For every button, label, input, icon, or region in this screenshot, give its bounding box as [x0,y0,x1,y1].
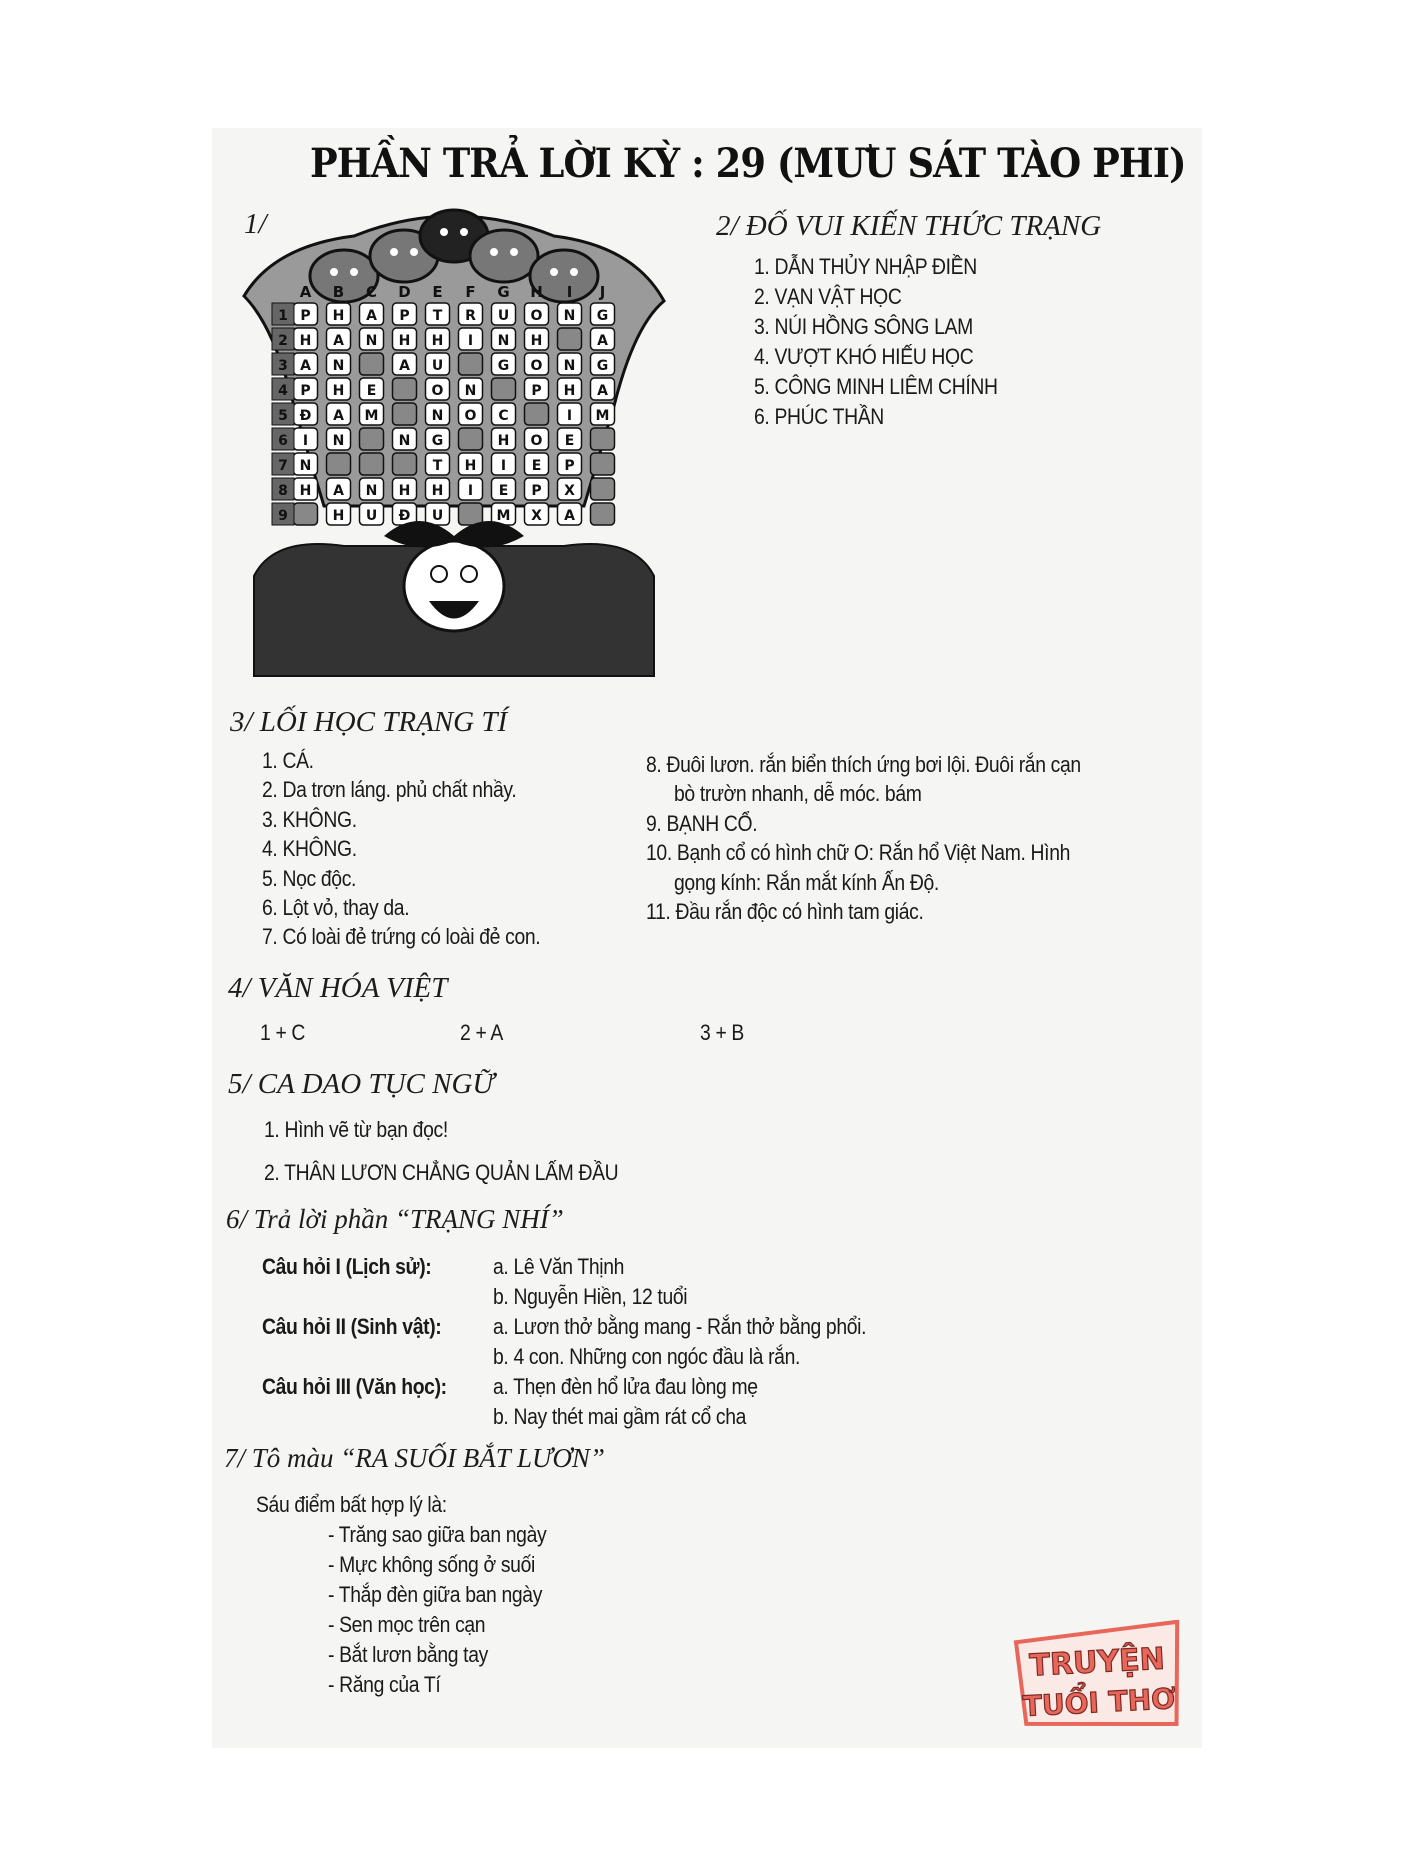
section-3-item: 10. Bạnh cổ có hình chữ O: Rắn hổ Việt Nam. Hình [646,840,1071,866]
puzzle-cell [558,328,582,350]
puzzle-cell [591,428,615,450]
puzzle-letter: G [596,358,609,374]
puzzle-letter: I [302,433,309,449]
puzzle-cell [591,453,615,475]
puzzle-letter: I [500,458,507,474]
puzzle-letter: A [564,508,575,524]
puzzle-letter: N [365,483,378,499]
puzzle-cell [591,478,615,500]
puzzle-cell [360,353,384,375]
column-header: B [332,283,345,301]
answer-a: a. Thẹn đèn hổ lửa đau lòng mẹ [493,1374,758,1399]
row-label: 3 [278,358,288,374]
puzzle-letter: T [432,308,443,324]
puzzle-letter: U [431,358,444,374]
puzzle-letter: H [431,333,444,349]
section-3-item: 7. Có loài đẻ trứng có loài đẻ con. [262,924,541,950]
section-2-item: 5. CÔNG MINH LIÊM CHÍNH [754,374,998,399]
section-3-item: 3. KHÔNG. [262,806,357,832]
puzzle-letter: N [464,383,477,399]
puzzle-letter: U [365,508,378,524]
svg-text:TUỔI THƠ: TUỔI THƠ [1022,1682,1177,1723]
truyen-tuoi-tho-logo [1011,1620,1186,1737]
puzzle-letter: O [530,433,543,449]
puzzle-cell [459,353,483,375]
puzzle-cell [459,503,483,525]
puzzle-letter: E [366,383,377,399]
puzzle-letter: N [563,308,576,324]
section-3-heading: 3/ LỐI HỌC TRẠNG TÍ [230,706,508,738]
puzzle-letter: U [497,308,510,324]
puzzle-letter: H [563,383,576,399]
answer-b: b. 4 con. Những con ngóc đầu là rắn. [493,1344,801,1369]
puzzle-cell [492,378,516,400]
puzzle-letter: H [332,383,345,399]
puzzle-letter: A [333,333,344,349]
puzzle-letter: H [431,483,444,499]
puzzle-letter: A [366,308,377,324]
section-7-item: - Sen mọc trên cạn [328,1612,486,1637]
answer-b: b. Nay thét mai gầm rát cổ cha [493,1404,747,1429]
puzzle-cell [294,503,318,525]
section-2-item: 4. VƯỢT KHÓ HIẾU HỌC [754,344,974,369]
puzzle-letter: N [299,458,312,474]
puzzle-letter: P [300,383,311,399]
puzzle-letter: Đ [398,508,411,524]
puzzle-letter: P [531,483,542,499]
puzzle-letter: A [300,358,311,374]
page-title: PHẦN TRẢ LỜI KỲ : 29 (MƯU SÁT TÀO PHI) [310,140,1186,187]
section-2-item: 3. NÚI HỒNG SÔNG LAM [754,314,973,339]
row-label: 5 [278,408,288,424]
puzzle-letter: P [531,383,542,399]
puzzle-letter: P [300,308,311,324]
section-5-heading: 5/ CA DAO TỤC NGỮ [228,1068,495,1100]
puzzle-letter: N [332,358,345,374]
section-2-item: 1. DẪN THỦY NHẬP ĐIỀN [754,254,977,279]
section-3-item: 5. Nọc độc. [262,865,357,891]
puzzle-letter: I [467,333,474,349]
section-7-item: - Mực không sống ở suối [328,1552,535,1577]
answer-1: 1 + C [260,1020,306,1045]
section-2-heading: 2/ ĐỐ VUI KIẾN THỨC TRẠNG [716,210,1102,242]
row-label: 2 [278,333,288,349]
section-3-item: 9. BẠNH CỔ. [646,810,758,836]
section-3-item: 11. Đầu rắn độc có hình tam giác. [646,899,924,924]
puzzle-letter: U [431,508,444,524]
answer-2: 2 + A [460,1020,503,1045]
row-label: 8 [278,483,288,499]
column-header: F [465,283,476,301]
section-2-item: 6. PHÚC THẦN [754,404,884,429]
section-4-heading: 4/ VĂN HÓA VIỆT [228,972,448,1004]
row-label: 1 [278,308,288,324]
puzzle-letter: H [299,483,312,499]
puzzle-cell [393,453,417,475]
puzzle-letter: E [564,433,575,449]
answer-a: a. Lê Văn Thịnh [493,1254,625,1279]
puzzle-letter: T [432,458,443,474]
section-3-item: 4. KHÔNG. [262,836,357,862]
section-7-item: - Răng của Tí [328,1672,441,1697]
puzzle-letter: H [299,333,312,349]
puzzle-letter: H [332,308,345,324]
section-7-item: - Thắp đèn giữa ban ngày [328,1582,543,1607]
puzzle-letter: C [498,408,509,424]
puzzle-cell [327,453,351,475]
puzzle-letter: P [399,308,410,324]
answer-b: b. Nguyễn Hiền, 12 tuổi [493,1284,688,1309]
puzzle-letter: E [498,483,509,499]
section-7-item: - Bắt lươn bằng tay [328,1642,488,1667]
puzzle-letter: N [431,408,444,424]
puzzle-letter: H [464,458,477,474]
puzzle-letter: A [399,358,410,374]
section-7-item: - Trăng sao giữa ban ngày [328,1522,547,1547]
puzzle-letter: O [431,383,444,399]
column-header: D [398,283,411,301]
puzzle-letter: H [497,433,510,449]
column-header: E [432,283,443,301]
puzzle-letter: M [496,508,511,524]
section-7-heading: 7/ Tô màu “RA SUỐI BẮT LƯƠN” [224,1443,605,1473]
question-label: Câu hỏi I (Lịch sử): [262,1254,432,1279]
puzzle-letter: H [398,483,411,499]
puzzle-letter: H [530,333,543,349]
section-5-item: 2. THÂN LƯƠN CHẲNG QUẢN LẤM ĐẦU [264,1160,619,1185]
puzzle-letter: X [564,483,575,499]
column-header: I [566,283,573,301]
column-header: A [299,283,312,301]
row-label: 7 [278,458,288,474]
puzzle-letter: G [497,358,510,374]
row-label: 9 [278,508,288,524]
puzzle-letter: E [531,458,542,474]
puzzle-letter: H [398,333,411,349]
puzzle-letter: X [531,508,542,524]
column-header: C [365,283,378,301]
puzzle-letter: N [365,333,378,349]
puzzle-letter: H [332,508,345,524]
section-1-heading: 1/ [244,208,267,240]
puzzle-letter: N [398,433,411,449]
puzzle-letter: O [530,358,543,374]
snake-crossword-illustration [234,206,674,682]
puzzle-letter: A [333,483,344,499]
section-7-intro: Sáu điểm bất hợp lý là: [256,1492,447,1517]
question-label: Câu hỏi II (Sinh vật): [262,1314,442,1339]
puzzle-letter: O [464,408,477,424]
puzzle-cell [393,378,417,400]
column-header: J [599,283,606,301]
puzzle-letter: G [596,308,609,324]
answer-a: a. Lươn thở bằng mang - Rắn thở bằng phổi. [493,1314,867,1339]
column-header: G [497,283,510,301]
puzzle-letter: M [595,408,610,424]
snake-head [470,230,538,282]
puzzle-cell [525,403,549,425]
puzzle-cell [360,428,384,450]
puzzle-letter: I [566,408,573,424]
puzzle-letter: N [497,333,510,349]
puzzle-letter: N [563,358,576,374]
puzzle-letter: P [564,458,575,474]
row-label: 6 [278,433,288,449]
puzzle-letter: N [332,433,345,449]
puzzle-letter: O [530,308,543,324]
puzzle-letter: Đ [299,408,312,424]
puzzle-letter: A [597,333,608,349]
puzzle-cell [591,503,615,525]
section-3-item: 2. Da trơn láng. phủ chất nhầy. [262,777,517,803]
puzzle-letter: R [465,308,476,324]
section-3-item: 1. CÁ. [262,748,314,773]
section-3-item: gọng kính: Rắn mắt kính Ấn Độ. [674,869,939,895]
section-2-item: 2. VẠN VẬT HỌC [754,284,902,309]
section-3-item: 6. Lột vỏ, thay da. [262,895,410,920]
puzzle-letter: G [431,433,444,449]
row-label: 4 [278,383,288,399]
section-5-item: 1. Hình vẽ từ bạn đọc! [264,1117,448,1142]
puzzle-letter: A [333,408,344,424]
puzzle-cell [459,428,483,450]
puzzle-letter: A [597,383,608,399]
question-label: Câu hỏi III (Văn học): [262,1374,447,1399]
column-header: H [530,283,543,301]
puzzle-cell [393,403,417,425]
puzzle-letter: M [364,408,379,424]
section-3-item: bò trườn nhanh, dễ móc. bám [674,781,922,807]
puzzle-cell [360,453,384,475]
section-6-heading: 6/ Trả lời phần “TRẠNG NHÍ” [226,1204,564,1234]
section-3-item: 8. Đuôi lươn. rắn biển thích ứng bơi lội. Đuôi rắn cạn [646,752,1081,777]
answer-3: 3 + B [700,1020,744,1045]
puzzle-letter: I [467,483,474,499]
svg-text:TRUYỆN: TRUYỆN [1028,1641,1166,1684]
